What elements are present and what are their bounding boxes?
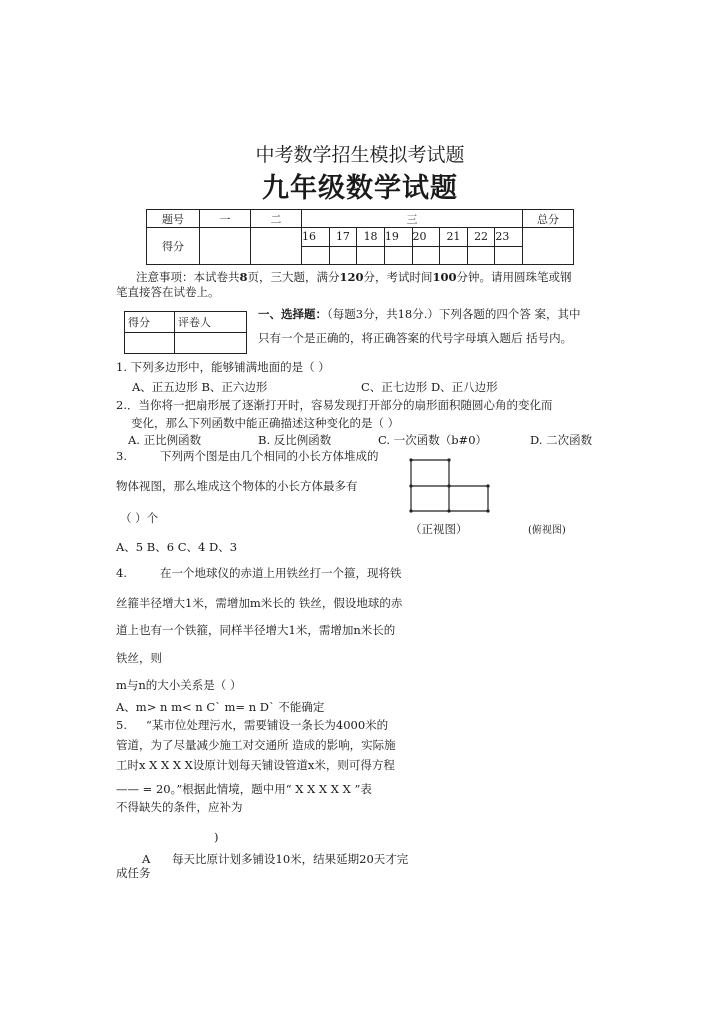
q4-options: A、m> n m< n C` m= n D` 不能确定 <box>116 700 325 714</box>
score-cell-18 <box>357 246 385 265</box>
score-cell-20 <box>412 246 440 265</box>
subq-23: 23 <box>495 228 523 247</box>
front-view-figure <box>400 450 500 520</box>
score-cell-16 <box>302 246 330 265</box>
fig-vertex <box>486 484 489 487</box>
q2-option-b: B. 反比例函数 <box>258 433 332 447</box>
subq-19: 19 <box>384 228 412 247</box>
q5-line-3: 工时x X X X X设原计划每天铺设管道x米，则可得方程 <box>116 758 395 772</box>
score-table-total: 总分 <box>523 210 574 228</box>
score-table <box>146 209 574 265</box>
q2-option-c: C. 一次函数（b#0） <box>378 433 488 447</box>
q5-option-a-text-2: 成任务 <box>116 866 151 880</box>
grader-box <box>124 311 247 354</box>
exam-title: 九年级数学试题 <box>262 173 458 204</box>
fig-vertex <box>409 458 412 461</box>
subq-17: 17 <box>329 228 357 247</box>
q5-line-2: 管道，为了尽量减少施工对交通所 造成的影响，实际施 <box>116 738 396 752</box>
section1-heading: 一、选择题： <box>258 307 327 321</box>
score-cell-17 <box>329 246 357 265</box>
notice-line-1: 注意事项：本试卷共8页，三大题，满分120分，考试时间100分钟。请用圆珠笔或钢 <box>136 270 572 284</box>
score-cell-total <box>523 228 574 265</box>
q1-options-ab: A、正五边形 B、正六边形 <box>132 380 268 394</box>
score-cell-22 <box>467 246 495 265</box>
q4-number: 4. <box>116 566 127 580</box>
fig-vertex <box>409 509 412 512</box>
subq-18: 18 <box>357 228 385 247</box>
q5-line-1: “某市位处理污水，需要铺设一条长为4000米的 <box>146 718 389 732</box>
grader-score-cell <box>125 333 175 354</box>
section1-line-1: 一、选择题：（每题3分，共18分.）下列各题的四个答 案，其中 <box>258 307 581 321</box>
score-cell-2 <box>251 228 302 265</box>
fig-vertex <box>486 509 489 512</box>
grader-name-cell <box>175 333 247 354</box>
top-view-label: (俯视图) <box>528 525 566 536</box>
notice-line-2: 笔直接答在试卷上。 <box>116 285 220 299</box>
q1-options-cd: C、正七边形 D、正八边形 <box>361 380 498 394</box>
section1-line-2: 只有一个是正确的，将正确答案的代号字母填入题后 括号内。 <box>258 331 573 345</box>
q2-option-d: D. 二次函数 <box>530 433 593 447</box>
q3-stem-2: 物体视图，那么堆成这个物体的小长方体最多有 <box>116 479 358 493</box>
subq-22: 22 <box>467 228 495 247</box>
q1-stem: 1. 下列多边形中，能够铺满地面的是（ ） <box>116 360 330 374</box>
q4-line-4: 铁丝，则 <box>116 651 162 665</box>
front-view-label: （正视图） <box>410 522 468 536</box>
subq-20: 20 <box>412 228 440 247</box>
q5-option-a-text: 每天比原计划多铺设10米，结果延期20天才完 <box>172 852 409 866</box>
q5-line-4: —— = 20。”根据此情境，题中用“ X X X X X ”表 <box>116 782 372 796</box>
subq-21: 21 <box>440 228 468 247</box>
q3-stem-1: 下列两个图是由几个相同的小长方体堆成的 <box>160 449 379 463</box>
q2-stem-1: 2.．当你将一把扇形展了逐渐打开时，容易发现打开部分的扇形面积随圆心角的变化而 <box>116 398 553 412</box>
q3-number: 3. <box>116 449 127 463</box>
grader-score-label: 得分 <box>125 312 175 333</box>
subq-16: 16 <box>302 228 330 247</box>
score-table-col2: 二 <box>251 210 302 228</box>
q4-line-2: 丝箍半径增大1米，需增加m米长的 铁丝，假设地球的赤 <box>116 596 403 610</box>
q5-line-6: ) <box>214 830 219 844</box>
fig-vertex <box>447 509 450 512</box>
q4-line-3: 道上也有一个铁箍，同样半径增大1米，需增加n米长的 <box>116 623 396 637</box>
score-cell-21 <box>440 246 468 265</box>
fig-vertex <box>409 484 412 487</box>
fig-vertex <box>447 458 450 461</box>
q3-options: A、5 B、6 C、4 D、3 <box>116 540 238 554</box>
score-table-col1: 一 <box>200 210 251 228</box>
grader-name-label: 评卷人 <box>175 312 247 333</box>
score-cell-23 <box>495 246 523 265</box>
score-cell-19 <box>384 246 412 265</box>
score-table-score-label: 得分 <box>147 228 200 265</box>
q3-stem-3: （ ）个 <box>120 511 159 525</box>
exam-subtitle: 中考数学招生模拟考试题 <box>255 144 465 166</box>
q5-option-a-label: A <box>142 852 151 866</box>
q4-line-5: m与n的大小关系是（ ） <box>116 678 242 692</box>
q4-line-1: 在一个地球仪的赤道上用铁丝打一个箍，现将铁 <box>160 566 402 580</box>
q5-number: 5. <box>116 718 127 732</box>
score-cell-1 <box>200 228 251 265</box>
q5-line-5: 不得缺失的条件，应补为 <box>116 800 243 814</box>
q2-stem-2: 变化，那么下列函数中能正确描述这种变化的是（ ） <box>131 416 400 430</box>
fig-vertex <box>447 484 450 487</box>
score-table-col3: 三 <box>302 210 523 228</box>
q2-option-a: A. 正比例函数 <box>128 433 202 447</box>
score-table-question-label: 题号 <box>147 210 200 228</box>
